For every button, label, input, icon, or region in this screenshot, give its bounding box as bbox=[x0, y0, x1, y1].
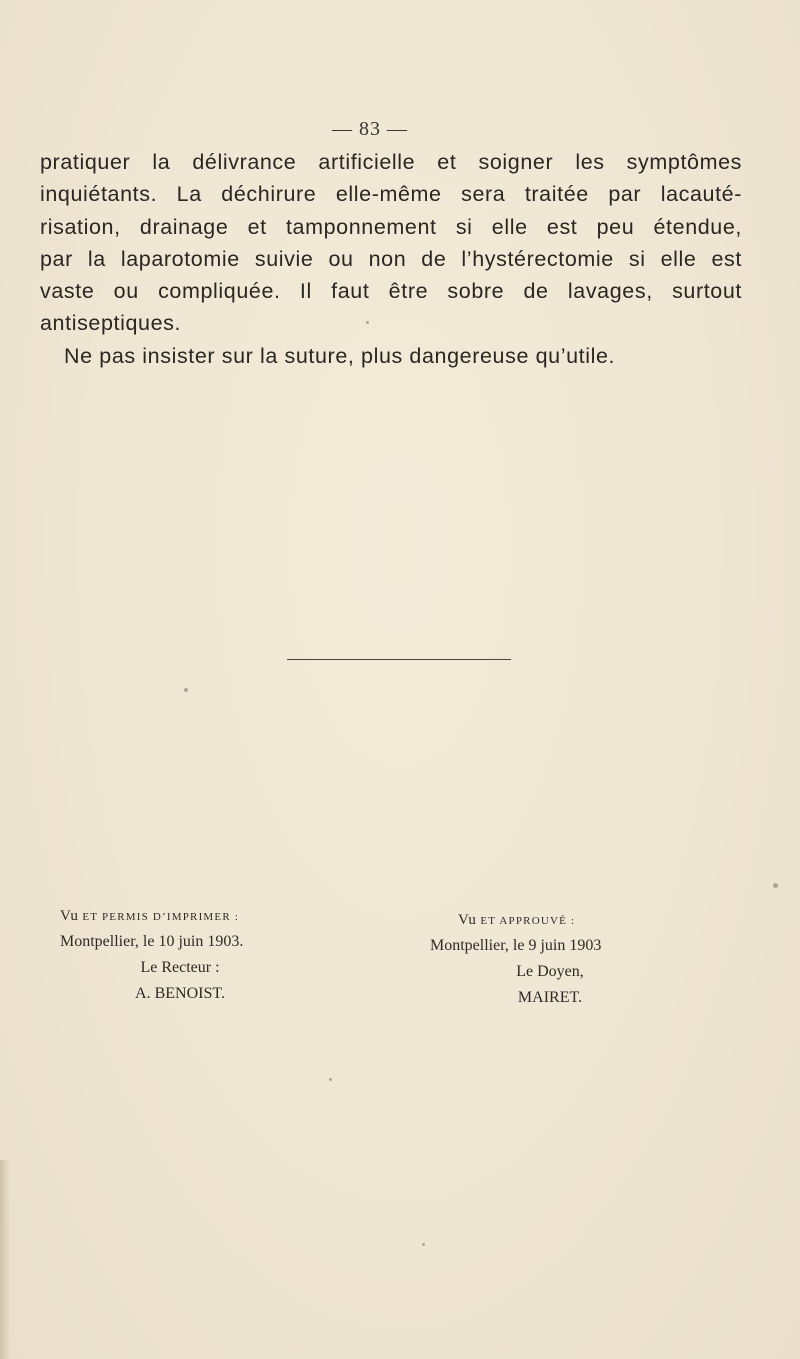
body-line-6: antiseptiques. bbox=[40, 311, 182, 336]
paper-speck bbox=[773, 883, 778, 888]
right-approval-place-date: Montpellier, le 9 juin 1903 bbox=[430, 937, 602, 954]
paper-speck bbox=[366, 321, 369, 324]
body-line-7: Ne pas insister sur la suture, plus dangereuse qu’utile. bbox=[64, 343, 616, 368]
left-approval-name: A. BENOIST. bbox=[135, 985, 225, 1002]
left-approval-block bbox=[60, 906, 300, 1007]
paper-speck bbox=[184, 688, 188, 692]
section-divider bbox=[287, 659, 511, 660]
left-approval-title: Le Recteur : bbox=[140, 959, 220, 976]
left-approval-heading-rest: ET PERMIS D’IMPRIMER : bbox=[82, 911, 240, 923]
body-line-2: inquiétants. La déchirure elle-même sera traitée par lacauté- bbox=[40, 182, 742, 207]
right-approval-heading-rest: ET APPROUVÉ : bbox=[480, 915, 576, 927]
right-approval-block bbox=[430, 910, 670, 1011]
left-approval-place-date: Montpellier, le 10 juin 1903. bbox=[60, 933, 244, 950]
body-line-5: vaste ou compliquée. Il faut être sobre de lavages, surtout bbox=[40, 279, 742, 304]
body-line-4: par la laparotomie suivie ou non de l’hystérectomie si elle est bbox=[40, 246, 742, 271]
left-approval-heading-first: Vu bbox=[60, 908, 79, 924]
paper-speck bbox=[422, 1243, 425, 1246]
page-number: — 83 — bbox=[332, 118, 408, 140]
body-line-1: pratiquer la délivrance artificielle et soigner les symptômes bbox=[40, 150, 742, 174]
right-approval-heading-first: Vu bbox=[458, 912, 477, 928]
body-text bbox=[40, 146, 742, 372]
right-approval-heading bbox=[430, 910, 670, 931]
left-approval-heading bbox=[60, 906, 300, 927]
right-approval-name: MAIRET. bbox=[517, 989, 583, 1006]
page-edge-shadow bbox=[0, 1160, 10, 1359]
body-line-3: risation, drainage et tamponnement si elle est peu étendue, bbox=[40, 214, 742, 239]
right-approval-title: Le Doyen, bbox=[516, 963, 584, 980]
paper-speck bbox=[329, 1078, 332, 1081]
